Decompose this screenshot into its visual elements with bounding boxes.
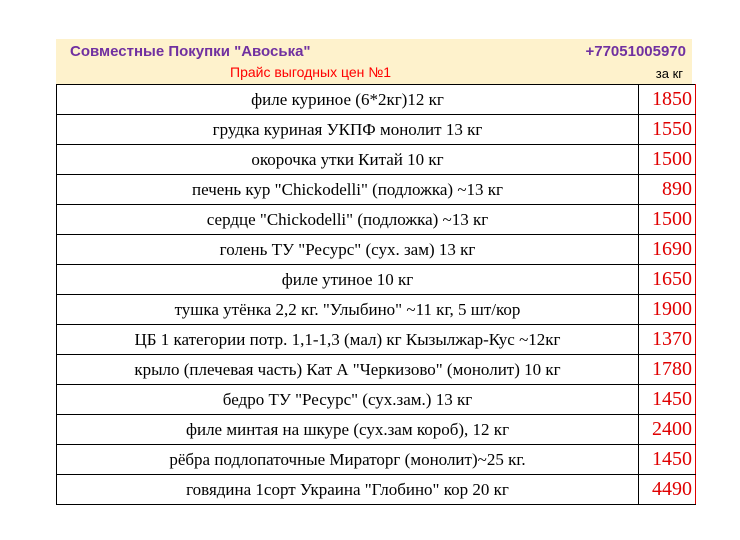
product-price: 1690	[639, 235, 696, 265]
product-price: 1370	[639, 325, 696, 355]
product-name: филе куриное (6*2кг)12 кг	[57, 85, 639, 115]
table-row	[57, 175, 696, 205]
product-price: 1850	[639, 85, 696, 115]
table-row	[57, 355, 696, 385]
product-price: 1500	[639, 145, 696, 175]
store-title: Совместные Покупки "Авоська"	[70, 43, 311, 60]
product-name: ЦБ 1 категории потр. 1,1-1,3 (мал) кг Кызылжар-Кус ~12кг	[57, 325, 639, 355]
price-list	[56, 39, 692, 505]
price-table	[56, 84, 696, 505]
price-list-subtitle: Прайс выгодных цен №1	[230, 64, 392, 80]
product-price: 1450	[639, 385, 696, 415]
table-row	[57, 265, 696, 295]
product-name: филе утиное 10 кг	[57, 265, 639, 295]
product-price: 1900	[639, 295, 696, 325]
product-name: филе минтая на шкуре (сух.зам короб), 12 кг	[57, 415, 639, 445]
product-price: 1780	[639, 355, 696, 385]
product-name: бедро ТУ "Ресурс" (сух.зам.) 13 кг	[57, 385, 639, 415]
product-name: печень кур "Chickodelli" (подложка) ~13 кг	[57, 175, 639, 205]
phone-number: +77051005970	[585, 43, 686, 60]
product-price: 2400	[639, 415, 696, 445]
table-row	[57, 445, 696, 475]
table-row	[57, 385, 696, 415]
table-row	[57, 205, 696, 235]
unit-label: за кг	[655, 66, 683, 81]
table-row	[57, 145, 696, 175]
product-name: грудка куриная УКПФ монолит 13 кг	[57, 115, 639, 145]
price-list-header	[56, 39, 692, 84]
product-price: 1550	[639, 115, 696, 145]
product-name: окорочка утки Китай 10 кг	[57, 145, 639, 175]
product-name: рёбра подлопаточные Мираторг (монолит)~25 кг.	[57, 445, 639, 475]
product-price: 1450	[639, 445, 696, 475]
product-price: 890	[639, 175, 696, 205]
product-price: 4490	[639, 475, 696, 505]
table-row	[57, 415, 696, 445]
product-name: сердце "Chickodelli" (подложка) ~13 кг	[57, 205, 639, 235]
product-price: 1500	[639, 205, 696, 235]
product-name: тушка утёнка 2,2 кг. "Улыбино" ~11 кг, 5 шт/кор	[57, 295, 639, 325]
table-row	[57, 85, 696, 115]
table-row	[57, 475, 696, 505]
product-name: крыло (плечевая часть) Кат А "Черкизово" (монолит) 10 кг	[57, 355, 639, 385]
table-row	[57, 295, 696, 325]
table-row	[57, 115, 696, 145]
table-row	[57, 235, 696, 265]
product-name: говядина 1сорт Украина "Глобино" кор 20 кг	[57, 475, 639, 505]
table-row	[57, 325, 696, 355]
product-price: 1650	[639, 265, 696, 295]
product-name: голень ТУ "Ресурс" (сух. зам) 13 кг	[57, 235, 639, 265]
